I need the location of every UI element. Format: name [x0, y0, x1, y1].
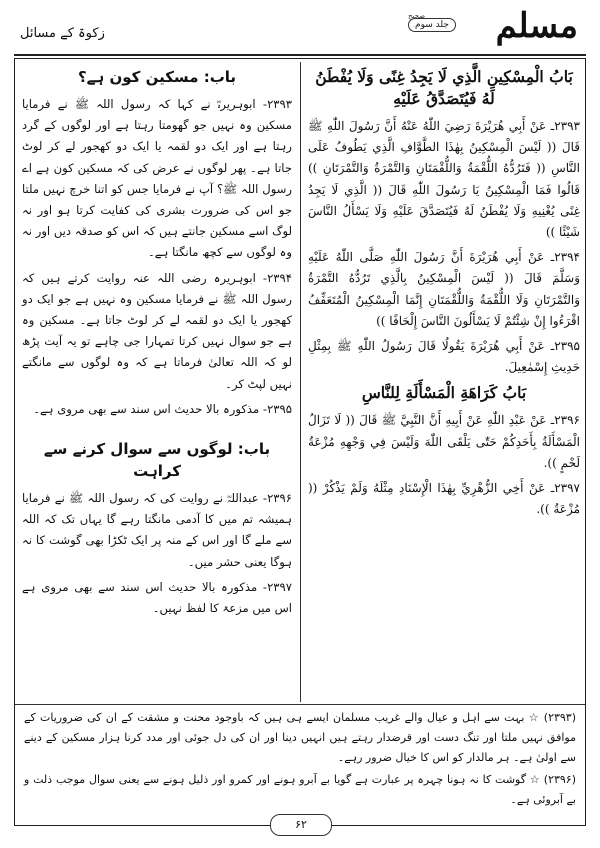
urdu-hadith-2396: ۲۳۹۶- عبداللہؓ نے روایت کی کہ رسول اللہ ﷺ نے فرمایا ہمیشہ تم میں کا آدمی مانگتا رہے گا یہاں تک کہ اللہ سے ملے گا اور اس کے منہ پر ایک ٹکڑا بھی گوشت کا نہ ہوگا یعنی حشر میں۔ [22, 491, 292, 569]
urdu-hadith-2397: ۲۳۹۷- مذکورہ بالا حدیث اس سند سے بھی مروی ہے اس میں مزعۃ کا لفظ نہیں۔ [22, 579, 292, 616]
page-frame [14, 58, 586, 826]
footnote-2396: (۲۳۹۶) ☆ گوشت کا نہ ہونا چہرہ پر عبارت ہے گویا بے آبرو ہونے اور کمرو اور ذلیل ہونے سے یعنی سوال موجب ذلت و بے آبروئی ہے۔ [24, 773, 576, 806]
arabic-hadith-2396: ۲۳۹۶ـ عَنْ عَبْدِ اللّٰهِ عَنْ أَبِيهِ أَنَّ النَّبِيَّ ﷺ قَالَ (( لَا تَزَالُ الْمَسْأَلَةُ بِأَحَدِكُمْ حَتّٰى يَلْقَى اللّٰهَ وَلَيْسَ فِي وَجْهِهِ مُزْعَةُ لَحْمٍ )). [308, 413, 580, 470]
arabic-hadith-2393: ۲۳۹۳ـ عَنْ أَبِي هُرَيْرَةَ رَضِيَ اللّٰهُ عَنْهُ أَنَّ رَسُولَ اللّٰهِ ﷺ قَالَ (( لَيْسَ الْمِسْكِينُ بِهٰذَا الطَّوَّافِ الَّذِي يَطُوفُ عَلَى النَّاسِ (( فَتَرُدُّهُ اللُّقْمَةُ وَاللُّقْمَتَانِ وَالتَّمْرَةُ وَالتَّمْرَتَانِ )) قَالُوا فَمَا الْمِسْكِينُ يَا رَسُولَ اللّٰهِ قَالَ (( الَّذِي لَا يَجِدُ غِنًى يُغْنِيهِ وَلَا يُفْطَنُ لَهُ فَيُتَصَدَّقَ عَلَيْهِ وَلَا يَسْأَلُ النَّاسَ شَيْئًا )) [308, 119, 580, 240]
urdu-hadith-2394: ۲۳۹۴- ابوہریرہ رضی اللہ عنہ روایت کرتے ہیں کہ رسول اللہ ﷺ نے فرمایا مسکین وہ نہیں ہے جو ایک دو کھجور یا ایک دو لقمہ لے کر لوٹ جاتا ہے۔ مسکین وہ ہے جو سوال نہیں کرتا تمہارا جی چاہے تو یہ آیت پڑھ لو کہ اللہ تعالیٰ فرماتا ہے کہ وہ لوگوں سے مانگتے نہیں لپٹ کر۔ [22, 270, 292, 391]
urdu-chapter-heading-2: باب: لوگوں سے سوال کرنے سے کراہت [43, 440, 271, 481]
arabic-chapter-heading-1: بَابُ الْمِسْكِينِ الَّذِي لَا يَجِدُ غِنًى وَلَا يُفْطَنُ لَهُ فَيُتَصَدَّقُ عَلَيْهِ [315, 67, 573, 108]
page-header [14, 4, 586, 56]
book-title: مسلم [495, 6, 578, 46]
arabic-hadith-2397: ۲۳۹۷ـ عَنْ أَخِي الزُّهْرِيِّ بِهٰذَا الْإِسْنَادِ مِثْلَهُ وَلَمْ يَذْكُرْ (( مُزْعَةُ )). [308, 481, 580, 517]
footnote-2393: (۲۳۹۳) ☆ بہت سے اہل و عیال والے غریب مسلمان ایسے ہی ہیں کہ باوجود محنت و مشقت کے ان کی ضروریات کے موافق نہیں ملتا اور تنگ دست اور قرضدار رہتے ہیں انہیں دینا اور ان کی دل جوئی اور مدد کرنا ہزار مسکین کے دینے سے اولیٰ ہے۔ ہر مالدار کو اس کا خیال ضرور رہے۔ [24, 711, 576, 764]
page-number: ۶۲ [270, 814, 332, 836]
urdu-hadith-2395: ۲۳۹۵- مذکورہ بالا حدیث اس سند سے بھی مروی ہے۔ [33, 401, 292, 416]
chapter-topic: زکوۃ کے مسائل [20, 26, 105, 41]
book-logo [408, 6, 578, 54]
arabic-chapter-heading-2: بَابُ كَرَاهَةِ الْمَسْأَلَةِ لِلنَّاسِ [361, 383, 527, 403]
book-prefix: صحیح [408, 12, 426, 20]
urdu-hadith-2393: ۲۳۹۳- ابوہریرہؓ نے کہا کہ رسول اللہ ﷺ نے فرمایا مسکین وہ نہیں جو گھومتا رہتا ہے اور لوگوں کے گرد رہتا ہے اور ایک دو لقمہ یا ایک دو کھجور لے کر لوٹ جاتا ہے۔ پھر لوگوں نے عرض کی کہ مسکین کون ہے اے رسول اللہ ﷺ؟ آپ نے فرمایا جس کو اتنا خرچ نہیں ملتا جو اس کی ضرورت بشری کی کفایت کرتا ہو اور نہ لوگ اسے مسکین جانتے ہیں کہ اس کو صدقہ دیں اور نہ وہ لوگوں سے کچھ مانگتا ہے۔ [22, 97, 292, 260]
urdu-chapter-heading-1: باب: مسکین کون ہے؟ [77, 68, 237, 86]
arabic-hadith-2394: ۲۳۹۴ـ عَنْ أَبِي هُرَيْرَةَ أَنَّ رَسُولَ اللّٰهِ صَلَّى اللّٰهُ عَلَيْهِ وَسَلَّمَ قَالَ (( لَيْسَ الْمِسْكِينُ بِالَّذِي تَرُدُّهُ التَّمْرَةُ وَالتَّمْرَتَانِ وَلَا اللُّقْمَةُ وَاللُّقْمَتَانِ إِنَّمَا الْمِسْكِينُ الْمُتَعَفِّفُ اقْرَءُوا إِنْ شِئْتُمْ لَا يَسْأَلُونَ النَّاسَ إِلْحَافًا )) [308, 250, 580, 328]
header-rule [14, 54, 586, 56]
volume-badge: جلد سوم [408, 18, 456, 32]
arabic-hadith-2395: ۲۳۹۵ـ عَنْ أَبِي هُرَيْرَةَ يَقُولُا قَالَ رَسُولُ اللّٰهِ ﷺ بِمِثْلِ حَدِيثِ إِسْمٰعِيلَ. [308, 339, 580, 375]
